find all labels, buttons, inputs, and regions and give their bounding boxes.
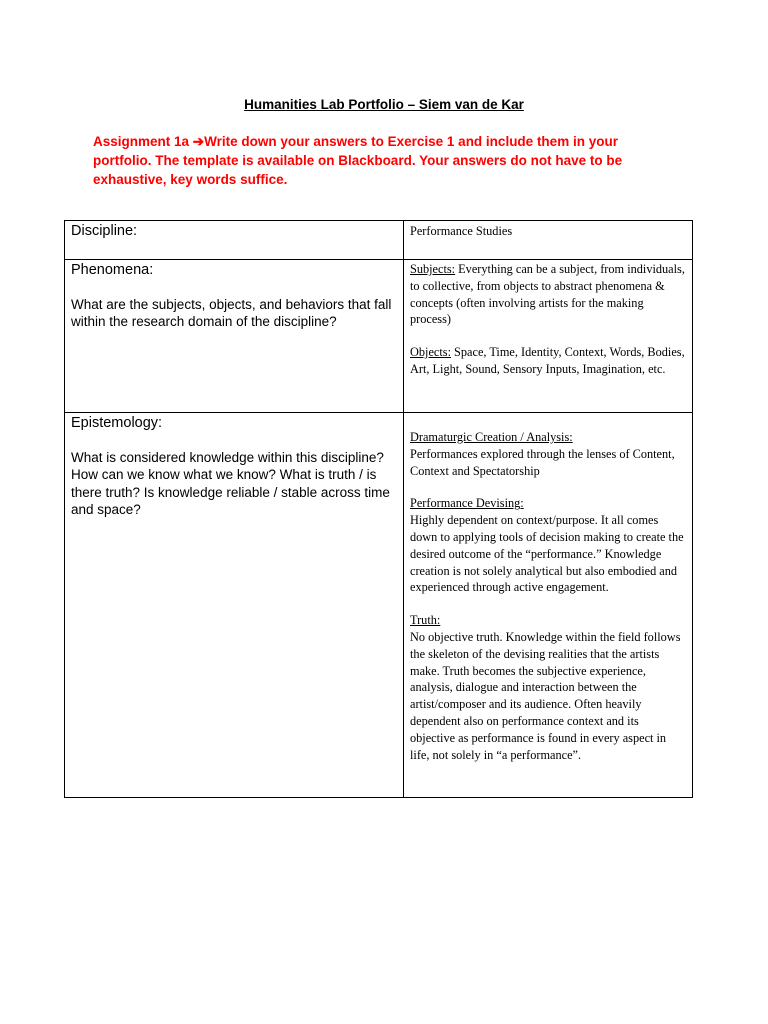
objects-label: Objects: (410, 345, 451, 360)
phenomena-question: What are the subjects, objects, and behaviors that fall within the research domain of the discipline? (71, 296, 392, 329)
objects-paragraph (410, 344, 686, 378)
phenomena-cell-answer (404, 260, 693, 413)
assignment-instructions (93, 132, 653, 189)
dramaturgic-text: Performances explored through the lenses of Content, Context and Spectatorship (410, 446, 675, 478)
assignment-label: Assignment 1a (93, 134, 193, 149)
phenomena-heading: Phenomena: (71, 262, 154, 278)
truth-label: Truth: (410, 613, 441, 628)
discipline-heading: Discipline: (71, 223, 138, 239)
discipline-cell-answer (404, 221, 693, 260)
document-title: Humanities Lab Portfolio – Siem van de Kar (244, 97, 524, 112)
table-row-discipline (65, 221, 693, 260)
epistemology-cell-label (65, 413, 404, 798)
table-row-epistemology (65, 413, 693, 798)
subjects-text: Everything can be a subject, from individuals, to collective, from objects to abstract phenomena & concepts (often involving artists for the making process) (410, 262, 685, 327)
devising-text: Highly dependent on context/purpose. It all comes down to applying tools of decision making to create the desired outcome of the “performance.” Knowledge creation is not solely analytical but also embodied and experienced through active engagement. (410, 513, 684, 595)
discipline-answer: Performance Studies (410, 224, 513, 238)
subjects-label: Subjects: (410, 262, 456, 276)
dramaturgic-label: Dramaturgic Creation / Analysis: (410, 430, 573, 444)
objects-text: Space, Time, Identity, Context, Words, Bodies, Art, Light, Sound, Sensory Inputs, Imagination, etc. (410, 345, 685, 376)
assignment-text: Write down your answers to Exercise 1 and include them in your portfolio. The template is available on Blackboard. Your answers do not have to be exhaustive, key words suffice. (93, 134, 623, 187)
epistemology-question: What is considered knowledge within this discipline? How can we know what we know? What is truth / is there truth? Is knowledge reliable / stable across time and space? (71, 449, 390, 517)
epistemology-heading: Epistemology: (71, 415, 163, 431)
table-row-phenomena (65, 260, 693, 413)
subjects-paragraph (410, 261, 686, 328)
exercise-table (64, 220, 693, 798)
truth-text: No objective truth. Knowledge within the field follows the skeleton of the devising realities that the artists make. Truth becomes the subjective experience, analysis, dialogue and interaction between the artist/composer and its audience. Often heavily dependent also on performance context and its objective as performance is found in every aspect in life, not solely in “a performance”. (410, 629, 681, 762)
arrow-right-icon: ➔ (192, 134, 205, 149)
devising-label: Performance Devising: (410, 496, 524, 511)
discipline-cell-label (65, 221, 404, 260)
epistemology-cell-answer (404, 413, 693, 798)
phenomena-cell-label (65, 260, 404, 413)
